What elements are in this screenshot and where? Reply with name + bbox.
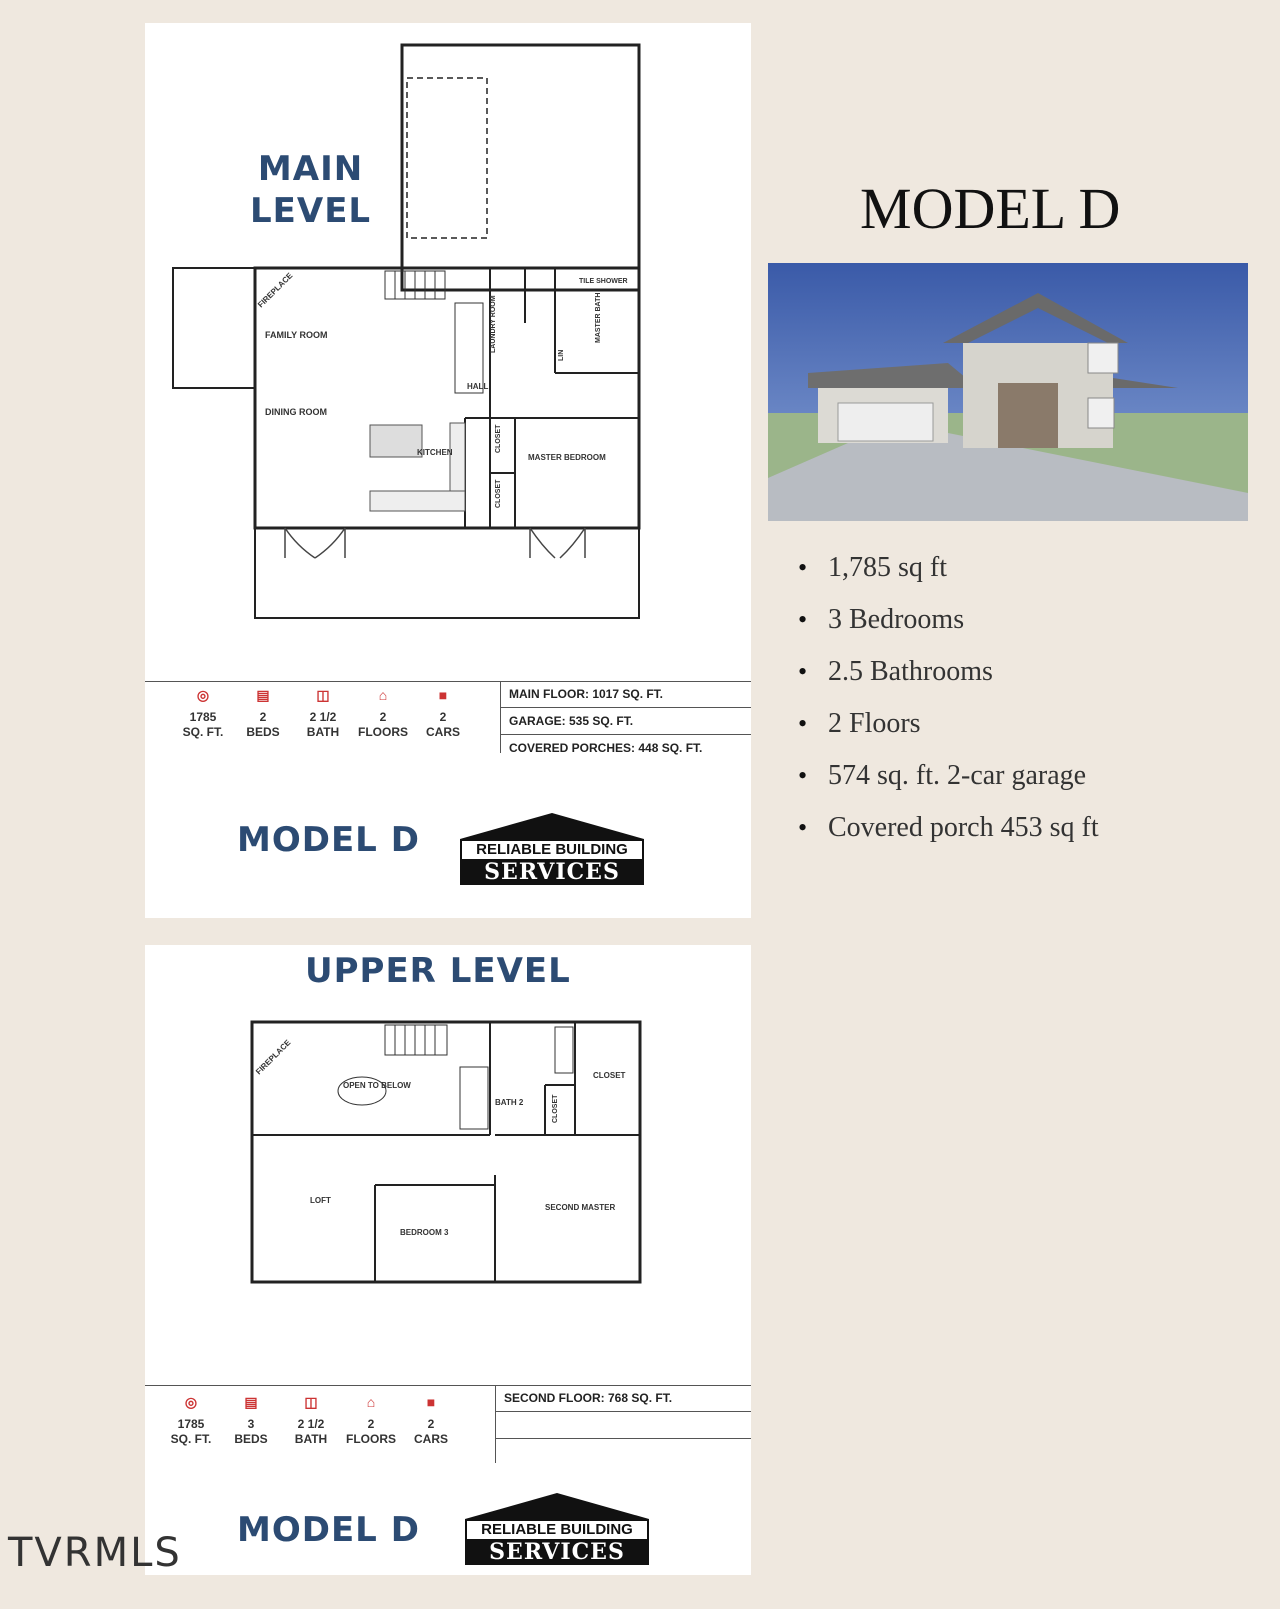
stat-sqft: ◎ 1785 SQ. FT.	[161, 1395, 221, 1447]
house-outline	[255, 268, 639, 528]
bed-icon: ▤	[244, 1394, 258, 1410]
main-floor-plan	[145, 23, 751, 663]
svg-text:CLOSET: CLOSET	[593, 1071, 626, 1080]
bath-icon: ◫	[304, 1394, 318, 1410]
feature-item: • 3 Bedrooms	[798, 600, 1099, 652]
upper-model-label: MODEL D	[237, 1510, 420, 1550]
upper-stats	[161, 1395, 461, 1447]
svg-text:FAMILY ROOM: FAMILY ROOM	[265, 330, 328, 340]
svg-text:LIN: LIN	[558, 349, 565, 361]
upper-outline	[252, 1022, 640, 1282]
bed-icon: ▤	[256, 687, 270, 703]
svg-text:TILE SHOWER: TILE SHOWER	[579, 278, 628, 285]
bath-icon: ◫	[316, 687, 330, 703]
house-icon: ⌂	[378, 687, 388, 703]
model-title: MODEL D	[860, 176, 1121, 241]
svg-text:DINING ROOM: DINING ROOM	[265, 407, 327, 417]
svg-text:CLOSET: CLOSET	[495, 424, 502, 453]
house-rendering-image	[768, 263, 1248, 521]
garage-door-outline	[407, 78, 487, 238]
svg-text:LOFT: LOFT	[310, 1196, 331, 1205]
feature-item: • 1,785 sq ft	[798, 548, 1099, 600]
svg-text:SECOND MASTER: SECOND MASTER	[545, 1203, 616, 1212]
upper-sqft-box: SECOND FLOOR: 768 SQ. FT.	[496, 1385, 751, 1439]
main-level-title: MAIN LEVEL	[250, 149, 372, 231]
roof-icon	[465, 1493, 649, 1519]
feature-item: • Covered porch 453 sq ft	[798, 808, 1099, 860]
svg-text:LAUNDRY ROOM: LAUNDRY ROOM	[490, 295, 497, 353]
svg-text:BATH 2: BATH 2	[495, 1098, 524, 1107]
svg-text:FIREPLACE: FIREPLACE	[254, 1037, 293, 1077]
main-stats	[173, 688, 473, 740]
stat-beds: ▤ 2 BEDS	[233, 688, 293, 740]
upper-level-title: UPPER LEVEL	[305, 951, 571, 991]
svg-text:CLOSET: CLOSET	[495, 479, 502, 508]
car-icon: ■	[438, 687, 448, 703]
feature-item: • 2 Floors	[798, 704, 1099, 756]
car-icon: ■	[426, 1394, 436, 1410]
company-logo: RELIABLE BUILDING SERVICES	[465, 1493, 649, 1567]
mls-watermark: TVRMLS	[8, 1530, 182, 1576]
upper-floor-plan	[145, 945, 751, 1305]
main-level-sheet	[145, 23, 751, 918]
svg-text:FIREPLACE: FIREPLACE	[256, 270, 295, 310]
upper-level-sheet	[145, 945, 751, 1575]
svg-text:KITCHEN: KITCHEN	[417, 448, 453, 457]
area-icon: ◎	[184, 1394, 198, 1410]
feature-item: • 574 sq. ft. 2-car garage	[798, 756, 1099, 808]
stat-bath: ◫ 2 1/2 BATH	[293, 688, 353, 740]
house-icon: ⌂	[366, 1394, 376, 1410]
main-model-label: MODEL D	[237, 820, 420, 860]
stat-floors: ⌂ 2 FLOORS	[341, 1395, 401, 1447]
roof-icon	[460, 813, 644, 839]
company-logo: RELIABLE BUILDING SERVICES	[460, 813, 644, 887]
stat-cars: ■ 2 CARS	[401, 1395, 461, 1447]
svg-text:HALL: HALL	[467, 382, 489, 391]
svg-text:MASTER BEDROOM: MASTER BEDROOM	[528, 453, 606, 462]
side-porch	[173, 268, 255, 388]
area-icon: ◎	[196, 687, 210, 703]
stat-bath: ◫ 2 1/2 BATH	[281, 1395, 341, 1447]
svg-text:BEDROOM 3: BEDROOM 3	[400, 1228, 449, 1237]
svg-text:MASTER BATH: MASTER BATH	[595, 292, 602, 343]
stat-floors: ⌂ 2 FLOORS	[353, 688, 413, 740]
main-sqft-box: MAIN FLOOR: 1017 SQ. FT. GARAGE: 535 SQ. FT. COVERED PORCHES: 448 SQ. FT.	[501, 681, 751, 761]
svg-text:CLOSET: CLOSET	[552, 1094, 559, 1123]
front-porch	[255, 528, 639, 618]
stat-beds: ▤ 3 BEDS	[221, 1395, 281, 1447]
feature-item: • 2.5 Bathrooms	[798, 652, 1099, 704]
features-list	[798, 548, 1099, 860]
garage-outline	[402, 45, 639, 290]
stat-sqft: ◎ 1785 SQ. FT.	[173, 688, 233, 740]
svg-text:OPEN TO BELOW: OPEN TO BELOW	[343, 1081, 411, 1090]
stat-cars: ■ 2 CARS	[413, 688, 473, 740]
